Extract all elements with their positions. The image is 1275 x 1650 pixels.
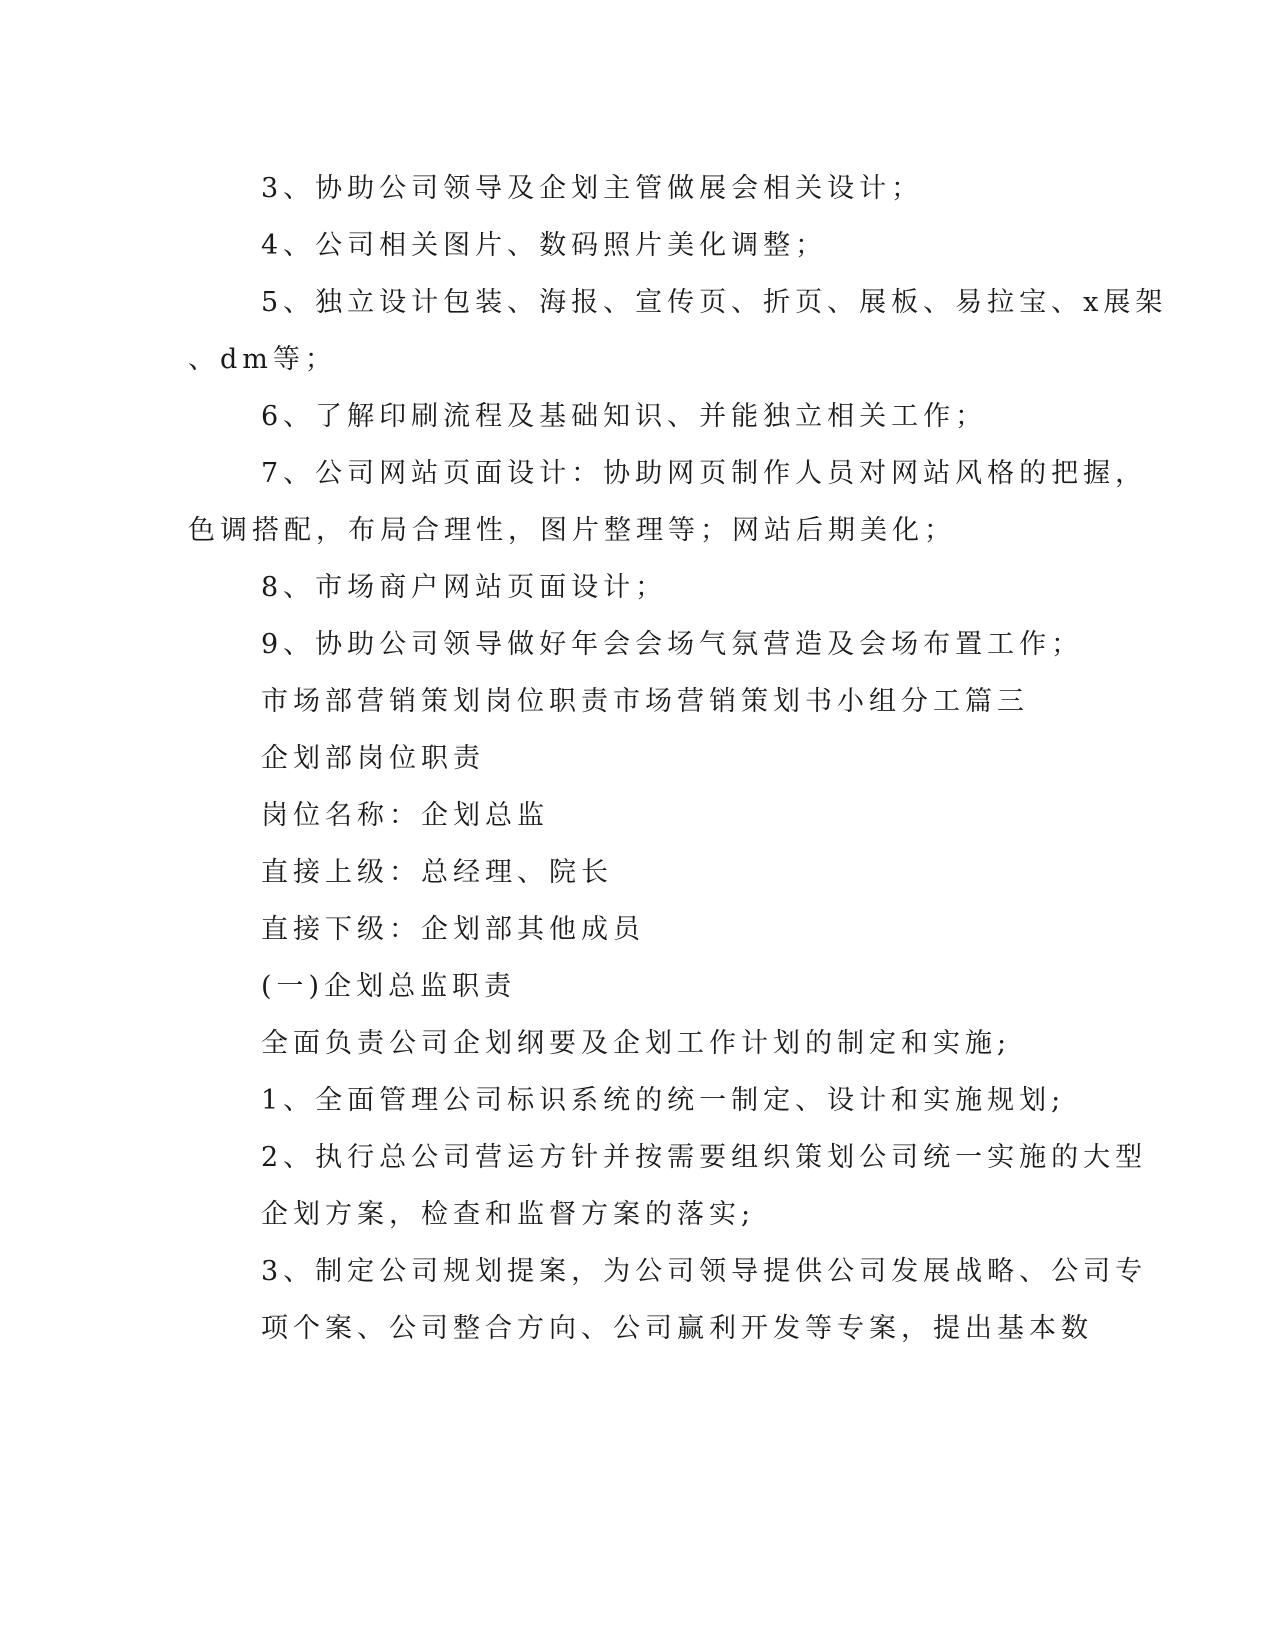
- text-line-16: 全面负责公司企划纲要及企划工作计划的制定和实施;: [261, 1028, 1012, 1059]
- text-line-3: 5、独立设计包装、海报、宣传页、折页、展板、易拉宝、x展架: [261, 287, 1168, 318]
- text-line-11: 企划部岗位职责: [261, 743, 485, 774]
- text-line-6: 7、公司网站页面设计：协助网页制作人员对网站风格的把握，: [261, 458, 1148, 489]
- text-line-20: 3、制定公司规划提案，为公司领导提供公司发展战略、公司专: [261, 1256, 1148, 1287]
- text-line-7: 色调搭配，布局合理性，图片整理等；网站后期美化；: [188, 515, 956, 546]
- text-line-21: 项个案、公司整合方向、公司赢利开发等专案，提出基本数: [261, 1313, 1093, 1344]
- text-line-19: 企划方案，检查和监督方案的落实;: [261, 1199, 756, 1230]
- text-line-15: (一)企划总监职责: [261, 971, 517, 1002]
- text-line-4: 、dm等；: [188, 344, 337, 375]
- text-line-13: 直接上级：总经理、院长: [261, 857, 613, 888]
- text-line-14: 直接下级：企划部其他成员: [261, 914, 645, 945]
- text-line-17: 1、全面管理公司标识系统的统一制定、设计和实施规划;: [261, 1085, 1066, 1116]
- text-line-18: 2、执行总公司营运方针并按需要组织策划公司统一实施的大型: [261, 1142, 1148, 1173]
- section-heading: 市场部营销策划岗位职责市场营销策划书小组分工篇三: [261, 686, 1029, 717]
- text-line-8: 8、市场商户网站页面设计；: [261, 572, 668, 603]
- text-line-9: 9、协助公司领导做好年会会场气氛营造及会场布置工作；: [261, 629, 1084, 660]
- text-line-12: 岗位名称：企划总监: [261, 800, 549, 831]
- text-line-5: 6、了解印刷流程及基础知识、并能独立相关工作；: [261, 401, 988, 432]
- text-line-1: 3、协助公司领导及企划主管做展会相关设计；: [261, 173, 924, 204]
- text-line-2: 4、公司相关图片、数码照片美化调整；: [261, 230, 828, 261]
